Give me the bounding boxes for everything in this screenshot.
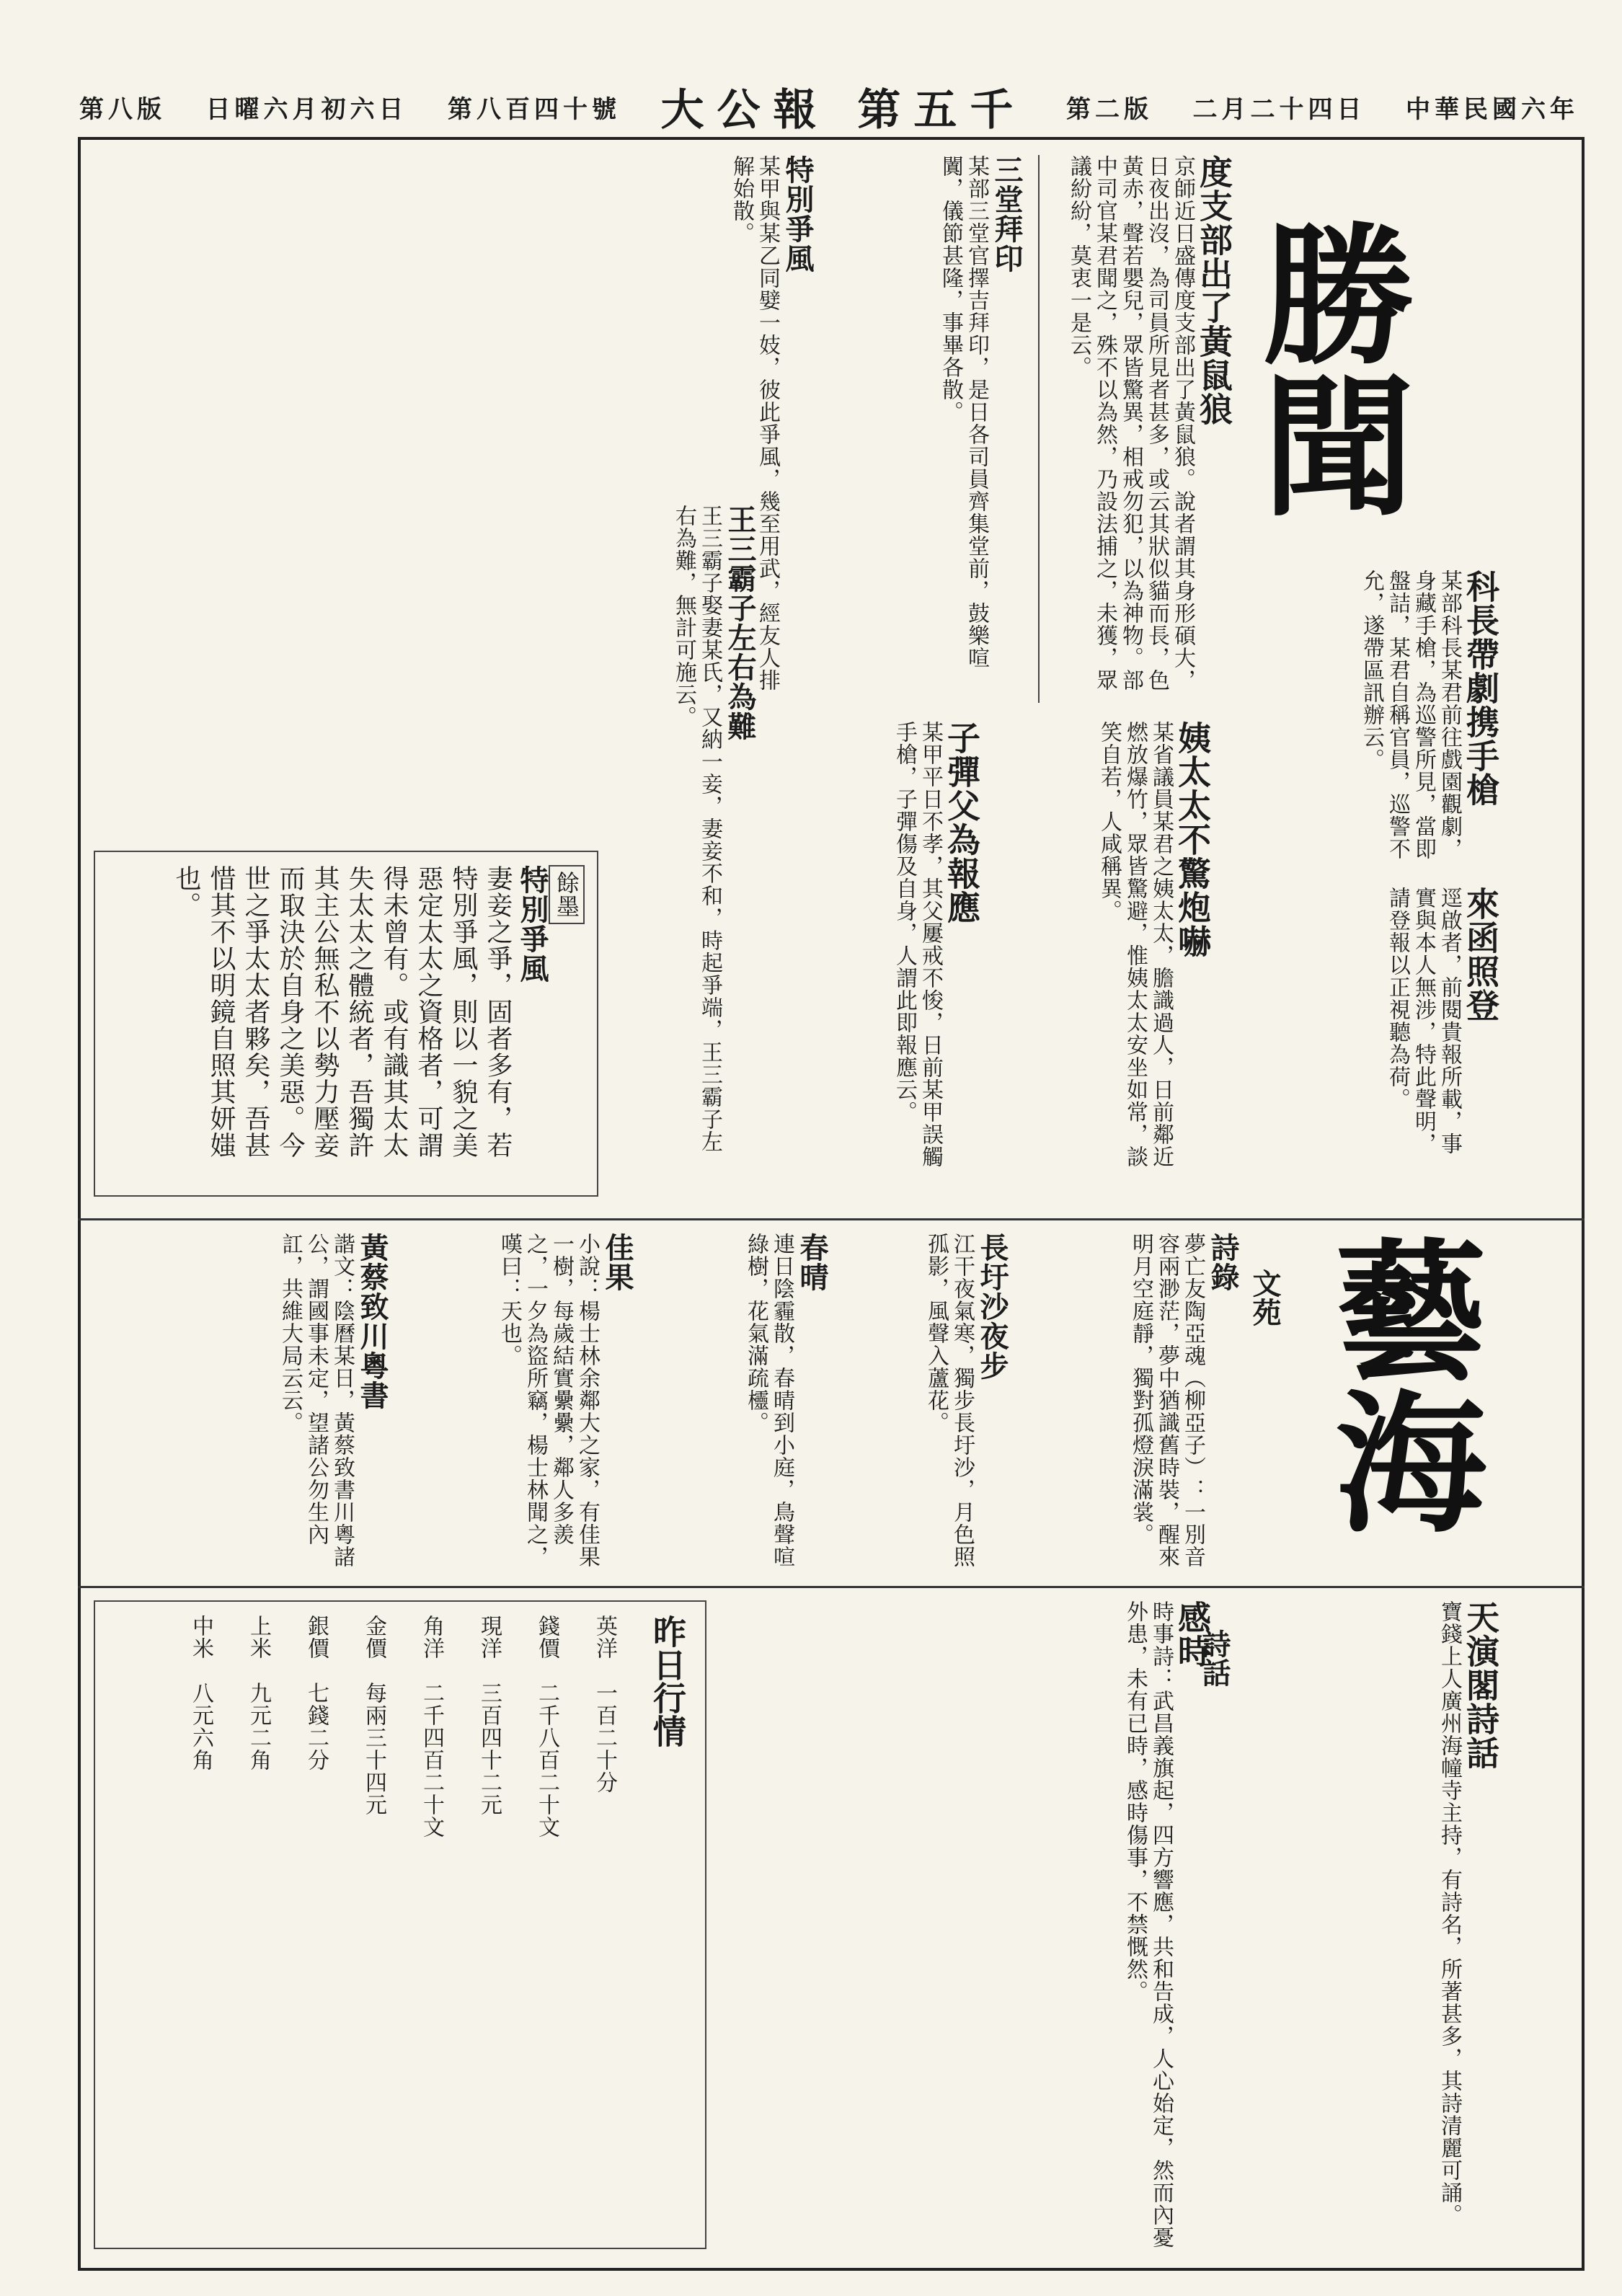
market-item: 金價 <box>361 1615 386 1659</box>
poetry-talk-title: 天演閣詩話 <box>1461 1600 1500 1770</box>
poem-body: 夢亡友陶亞魂（柳亞子）：一別音容兩渺茫，夢中猶識舊時裝，醒來明月空庭靜，獨對孤燈淚滿裳。 <box>1128 1233 1205 1568</box>
market-value: 九元二角 <box>246 1682 271 1771</box>
poem-title: 詩錄 <box>1206 1233 1240 1292</box>
market-value: 二千四百二十文 <box>419 1682 444 1838</box>
article-body: 某省議員某君之姨太太，膽識過人，日前鄰近燃放爆竹，眾皆驚避，惟姨太太安坐如常，談笑自若，人咸稱異。 <box>1096 721 1174 1168</box>
poetry-talk-body: 寶錢上人廣州海幢寺主持，有詩名，所著甚多，其詩清麗可誦。 <box>1437 1600 1462 2226</box>
market-item: 角洋 <box>419 1615 444 1659</box>
market-value: 一百二十分 <box>592 1682 617 1794</box>
current-events-poem <box>721 1600 1211 2249</box>
story <box>404 1233 634 1572</box>
article-body: 某部三堂官擇吉拜印，是日各司員齊集堂前，鼓樂喧闐，儀節甚隆，事畢各散。 <box>938 155 989 669</box>
poem-body: 連日陰霾散，春晴到小庭，鳥聲喧綠樹，花氣滿疏欞。 <box>743 1233 794 1568</box>
market-value: 每兩三十四元 <box>361 1682 386 1816</box>
section-divider <box>78 1218 1585 1220</box>
market-row <box>476 1615 502 2235</box>
satire <box>94 1233 389 1572</box>
satire-title: 黃蔡致川粵書 <box>355 1233 389 1410</box>
market-item: 中米 <box>188 1615 213 1659</box>
masthead-issue: 第八百四十號 <box>448 94 621 124</box>
poem <box>843 1233 1009 1572</box>
market-row <box>533 1615 559 2235</box>
poem-title: 長圩沙夜步 <box>975 1233 1009 1380</box>
article-body: 某甲與某乙同嬖一妓，彼此爭風，幾至用武，經友人排解始散。 <box>729 155 780 691</box>
article-body: 某部科長某君前往戲園觀劇，身藏手槍，為巡警所見，當即盤詰，某君自稱官員，巡警不允，遂帶區訊辦云。 <box>1359 569 1462 860</box>
poem <box>649 1233 829 1572</box>
poem <box>1024 1233 1240 1572</box>
masthead-lunar: 日曜六月初六日 <box>205 94 408 124</box>
article-title: 三堂拜印 <box>990 155 1024 273</box>
current-events-title: 感時 <box>1173 1600 1212 1668</box>
market-item: 上米 <box>246 1615 271 1659</box>
masthead-date: 中華民國六年 <box>1405 94 1579 124</box>
article-body: 京師近日盛傳度支部出了黃鼠狼。說者謂其身形碩大，日夜出沒，為司員所見者甚多，或云其狀似貓而長，色黃赤，聲若嬰兒，眾皆驚異，相戒勿犯，以為神物。部中司官某君聞之，殊不以為然，乃設法捕之，未獲，眾議紛紛，莫衷一是云。 <box>1066 155 1195 691</box>
market-row <box>418 1615 444 2235</box>
market-row <box>360 1615 386 2235</box>
column-rule <box>1038 155 1040 703</box>
article-title: 子彈父為報應 <box>942 721 981 924</box>
article-title: 姨太太不驚炮嚇 <box>1173 721 1212 958</box>
article-title: 特別爭風 <box>781 155 815 273</box>
market-item: 現洋 <box>477 1615 502 1659</box>
article <box>995 721 1211 1168</box>
market-value: 七錢二分 <box>303 1682 329 1771</box>
article <box>1045 155 1233 703</box>
market-row <box>591 1615 617 2235</box>
article <box>829 155 1024 703</box>
masthead <box>79 85 1579 136</box>
market-value: 三百四十二元 <box>477 1682 502 1816</box>
story-body: 小說：楊士林余鄰大之家，有佳果一樹，每歲結實纍纍，鄰人多羨之，一夕為盜所竊，楊士林聞之，嘆曰：天也。 <box>497 1233 600 1568</box>
essay-title: 特別爭風 <box>515 865 549 983</box>
market-row <box>245 1615 271 2235</box>
market-item: 錢價 <box>534 1615 559 1659</box>
masthead-title: 大公報 第五千 <box>660 85 1027 136</box>
article-title: 來函照登 <box>1461 887 1500 1022</box>
article-body: 王三霸子娶妻某氏，又納一妾，妻妾不和，時起爭端，王三霸子左右為難，無計可施云。 <box>671 505 722 1153</box>
poetry-talk <box>1226 1600 1499 2249</box>
article-body: 某甲平日不孝，其父屢戒不悛，日前某甲誤觸手槍，子彈傷及自身，人謂此即報應云。 <box>892 721 943 1168</box>
poem-title: 春晴 <box>795 1233 829 1292</box>
market-row <box>187 1615 213 2235</box>
market-value: 八元六角 <box>188 1682 213 1771</box>
masthead-page: 第八版 <box>79 94 166 124</box>
market-title: 昨日行情 <box>648 1615 687 1747</box>
section1-banner: 勝聞 <box>1238 216 1416 519</box>
essay <box>108 865 584 1182</box>
current-events-body: 時事詩：武昌義旗起，四方響應，共和告成，人心始定，然而內憂外患，未有已時，感時傷事，不禁慨然。 <box>1122 1600 1174 2248</box>
article-body: 逕啟者，前閱貴報所載，事實與本人無涉，特此聲明，請登報以正視聽為荷。 <box>1385 887 1462 1155</box>
market-value: 二千八百二十文 <box>534 1682 559 1838</box>
essay-tag: 餘墨 <box>549 865 585 924</box>
article-title: 度支部出了黃鼠狼 <box>1195 155 1233 426</box>
essay-body: 妻妾之爭，固者多有，若特別爭風，則以一貌之美惡定太太之資格者，可謂得未曾有。或有識其太太失太太之體統者，吾獨許其主公無私不以勢力壓妾而取決於自身之美惡。今世之爭太太者夥矣，吾甚惜其不以明鏡自照其妍媸也。 <box>172 865 513 1158</box>
masthead-weekday: 二月二十四日 <box>1192 94 1366 124</box>
article <box>1226 569 1499 872</box>
satire-body: 諧文：陰曆某日，黃蔡致書川粵諸公，謂國事未定，望諸公勿生內訌，共維大局云云。 <box>278 1233 355 1568</box>
market-item: 銀價 <box>303 1615 329 1659</box>
column-label-left: 文苑 <box>1248 1269 1282 1326</box>
section2-banner: 藝海 <box>1310 1233 1488 1535</box>
article <box>1226 887 1499 1175</box>
article-title: 王三霸子左右為難 <box>723 505 757 741</box>
masthead-calendar: 第二版 <box>1065 94 1153 124</box>
market-row <box>303 1615 329 2235</box>
section-divider <box>78 1586 1585 1588</box>
market-item: 英洋 <box>592 1615 617 1659</box>
story-title: 佳果 <box>601 1233 634 1292</box>
column-label-right: 詩話 <box>1197 1629 1231 1687</box>
article-title: 科長帶劇携手槍 <box>1461 569 1500 807</box>
article <box>771 721 980 1168</box>
poem-body: 江干夜氣寒，獨步長圩沙，月色照孤影，風聲入蘆花。 <box>923 1233 975 1568</box>
